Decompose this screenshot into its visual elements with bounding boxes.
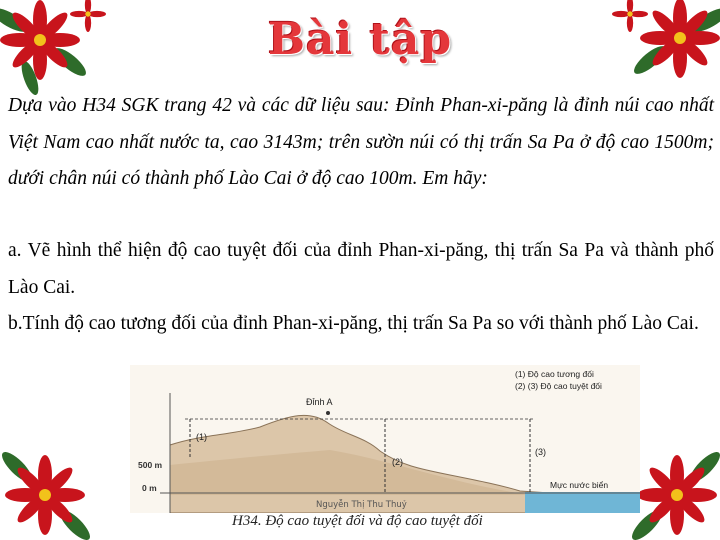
page-title: Bài tập xyxy=(267,14,453,65)
marker-1: (1) xyxy=(196,432,207,442)
task-a-paragraph: a. Vẽ hình thể hiện độ cao tuyệt đối của đỉnh Phan-xi-păng, thị trấn Sa Pa và thành phố Lào Cai. xyxy=(8,240,714,298)
intro-paragraph: Dựa vào H34 SGK trang 42 và các dữ liệu sau: Đỉnh Phan-xi-păng là đỉnh núi cao nhất Việt Nam cao nhất nước ta, cao 3143m; trên sườn núi có thị trấn Sa Pa ở độ cao 1500m; dưới chân núi có thành phố Lào Cai ở độ cao 100m. Em hãy: xyxy=(8,95,714,189)
altitude-diagram xyxy=(130,365,640,513)
peak-point xyxy=(326,411,330,415)
task-b-paragraph: b.Tính độ cao tương đối của đỉnh Phan-xi-păng, thị trấn Sa Pa so với thành phố Lào Cai. xyxy=(8,313,699,334)
marker-3: (3) xyxy=(535,447,546,457)
sea-area xyxy=(525,492,640,513)
marker-2: (2) xyxy=(392,457,403,467)
y-tick-0: 0 m xyxy=(142,483,157,493)
legend-relative: (1) Độ cao tương đối xyxy=(515,369,594,379)
figure-caption: H34. Độ cao tuyệt đối và độ cao tuyệt đối xyxy=(232,513,483,529)
poinsettia-decoration-bottom-left xyxy=(0,430,110,540)
author-label: Nguyễn Thị Thu Thuỷ xyxy=(316,500,407,510)
peak-label: Đỉnh A xyxy=(306,397,333,407)
y-tick-500: 500 m xyxy=(138,460,163,470)
legend-absolute: (2) (3) Độ cao tuyệt đối xyxy=(515,381,602,391)
sea-level-label: Mực nước biển xyxy=(550,480,609,490)
